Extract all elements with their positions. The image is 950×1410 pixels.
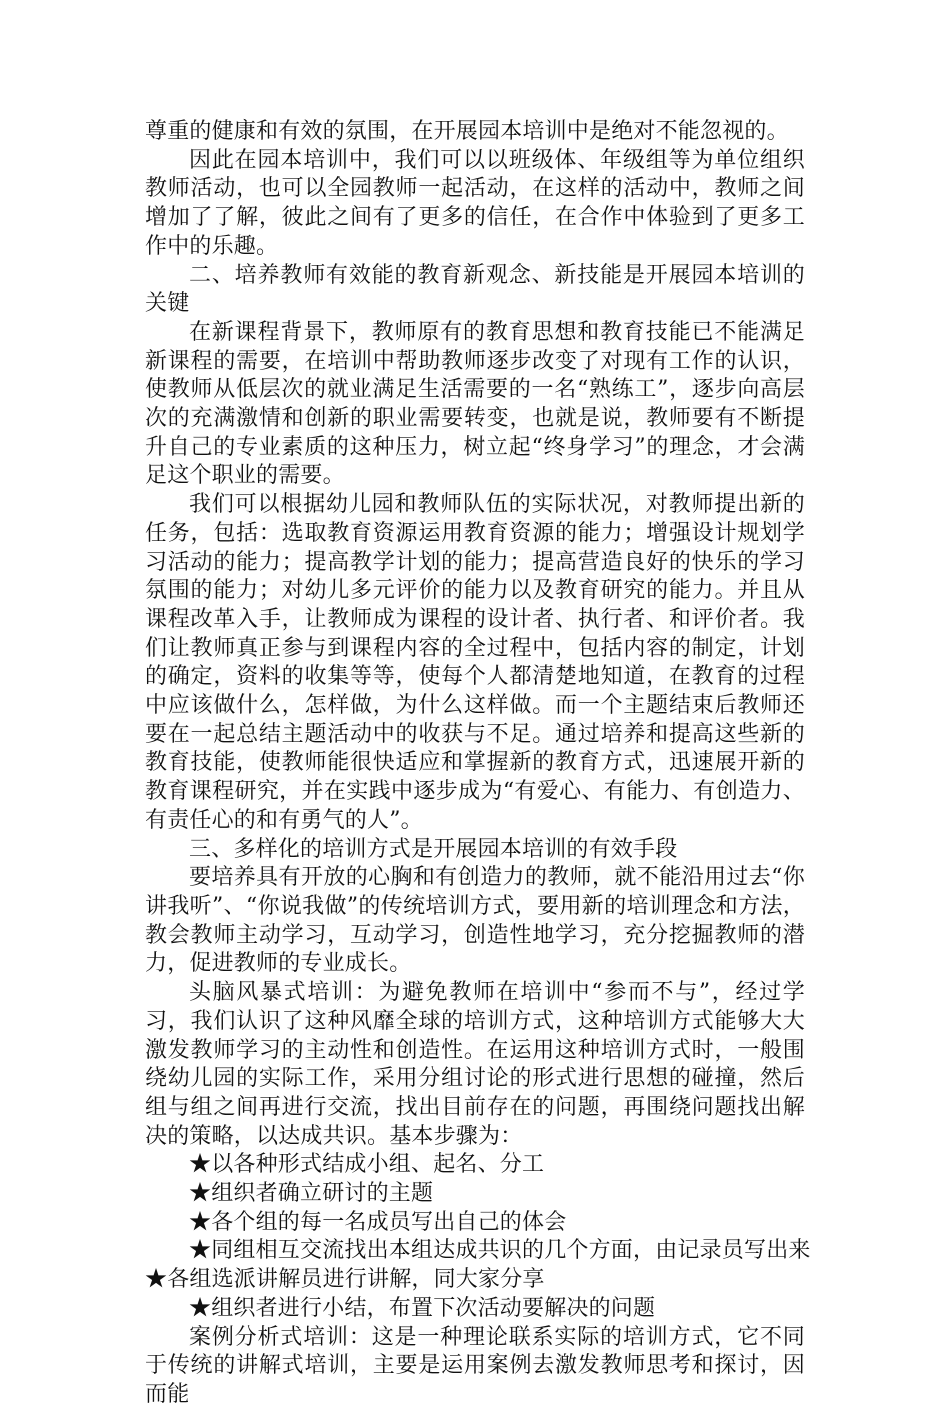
step-item: ★组织者进行小结，布置下次活动要解决的问题 [189,1295,656,1321]
paragraph-2: 因此在园本培训中，我们可以以班级体、年级组等为单位组织教师活动，也可以全园教师一起活动，在这样的活动中，教师之间增加了了解，彼此之间有了更多的信任，在合作中体验到了更多工作中的乐趣。 [145,147,805,259]
section-heading-3: 三、多样化的培训方式是开展园本培训的有效手段 [189,836,678,862]
paragraph-case-analysis: 案例分析式培训：这是一种理论联系实际的培训方式，它不同于传统的讲解式培训，主要是运用案例去激发教师思考和探讨，因而能 [145,1324,805,1407]
step-item: ★各个组的每一名成员写出自己的体会 [189,1209,567,1235]
paragraph-1: 尊重的健康和有效的氛围，在开展园本培训中是绝对不能忽视的。 [145,119,789,144]
paragraph-4: 我们可以根据幼儿园和教师队伍的实际状况，对教师提出新的任务，包括：选取教育资源运用教育资源的能力；增强设计规划学习活动的能力；提高教学计划的能力；提高营造良好的快乐的学习氛围的能力；对幼儿多元评价的能力以及教育研究的能力。并且从课程改革入手，让教师成为课程的设计者、执行者、和评价者。我们让教师真正参与到课程内容的全过程中，包括内容的制定，计划的确定，资料的收集等等，使每个人都清楚地知道，在教育的过程中应该做什么，怎样做，为什么这样做。而一个主题结束后教师还要在一起总结主题活动中的收获与不足。通过培养和提高这些新的教育技能，使教师能很快适应和掌握新的教育方式，迅速展开新的教育课程研究，并在实践中逐步成为“有爱心、有能力、有创造力、有责任心的和有勇气的人”。 [145,492,805,833]
paragraph-5: 要培养具有开放的心胸和有创造力的教师，就不能沿用过去“你讲我听”、“你说我做”的传统培训方式，要用新的培训理念和方法，教会教师主动学习，互动学习，创造性地学习，充分挖掘教师的潜力，促进教师的专业成长。 [145,865,805,977]
step-item: ★同组相互交流找出本组达成共识的几个方面，由记录员写出来 [189,1238,811,1264]
step-item: ★以各种形式结成小组、起名、分工 [189,1152,545,1178]
paragraph-3: 在新课程背景下，教师原有的教育思想和教育技能已不能满足新课程的需要，在培训中帮助教师逐步改变了对现有工作的认识，使教师从低层次的就业满足生活需要的一名“熟练工”，逐步向高层次的充满激情和创新的职业需要转变，也就是说，教师要有不断提升自己的专业素质的这种压力，树立起“终身学习”的理念，才会满足这个职业的需要。 [145,319,805,489]
section-heading-2: 二、培养教师有效能的教育新观念、新技能是开展园本培训的关键 [145,262,805,317]
step-item: ★组织者确立研讨的主题 [189,1181,434,1207]
paragraph-brainstorm: 头脑风暴式培训：为避免教师在培训中“参而不与”，经过学习，我们认识了这种风靡全球的培训方式，这种培训方式能够大大激发教师学习的主动性和创造性。在运用这种培训方式时，一般围绕幼儿园的实际工作，采用分组讨论的形式进行思想的碰撞，然后组与组之间再进行交流，找出目前存在的问题，再围绕问题找出解决的策略，以达成共识。基本步骤为： [145,980,805,1149]
document-page [145,118,811,1410]
step-item: ★各组选派讲解员进行讲解，同大家分享 [145,1267,545,1293]
